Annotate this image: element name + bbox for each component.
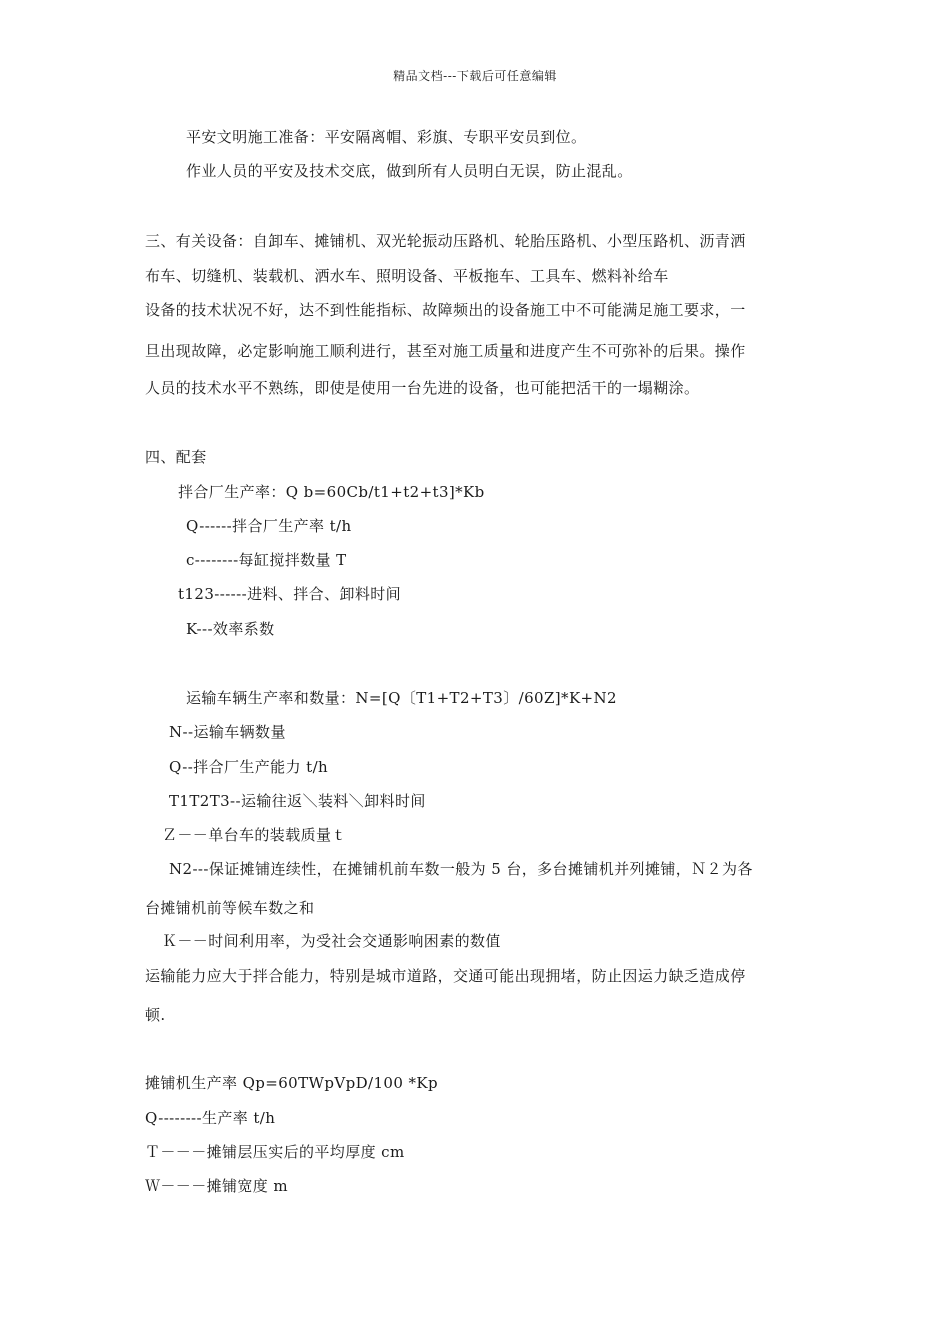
page-header: 精品文档---下载后可任意编辑 — [393, 69, 557, 83]
section-four-heading: 四、配套 — [145, 448, 207, 466]
paragraph-line-transport-capacity-cont: 顿. — [145, 1006, 166, 1024]
formula-transport: 运输车辆生产率和数量：N=[Q〔T1+T2+T3〕/60Z]*K+N2 — [186, 689, 617, 707]
paragraph-line-equipment-status-3: 人员的技术水平不熟练，即使是使用一台先进的设备，也可能把活干的一塌糊涂。 — [145, 379, 700, 397]
formula-def-n2-cont: 台摊铺机前等候车数之和 — [145, 899, 315, 917]
formula-mixing-plant: 拌合厂生产率：Q b=60Cb/t1+t2+t3]*Kb — [178, 483, 485, 501]
formula-def-t1t2t3: T1T2T3--运输往返＼装料＼卸料时间 — [169, 792, 426, 810]
formula-def-k: K---效率系数 — [186, 620, 275, 638]
formula-def-q-paver: Q--------生产率 t/h — [145, 1109, 276, 1127]
formula-def-w-width: Ｗ－－－摊铺宽度 m — [145, 1177, 288, 1195]
formula-def-q: Q------拌合厂生产率 t/h — [186, 517, 352, 535]
paragraph-line-equipment-status-1: 设备的技术状况不好，达不到性能指标、故障频出的设备施工中不可能满足施工要求，一 — [145, 301, 746, 319]
formula-def-t-thickness: Ｔ－－－摊铺层压实后的平均厚度 cm — [145, 1143, 405, 1161]
formula-def-q-capacity: Q--拌合厂生产能力 t/h — [169, 758, 329, 776]
paragraph-line-briefing: 作业人员的平安及技术交底，做到所有人员明白无误，防止混乱。 — [186, 162, 633, 180]
paragraph-line-safety-prep: 平安文明施工准备：平安隔离帽、彩旗、专职平安员到位。 — [186, 128, 587, 146]
section-three-heading: 三、有关设备：自卸车、摊铺机、双光轮振动压路机、轮胎压路机、小型压路机、沥青洒 — [145, 232, 746, 250]
formula-paver: 摊铺机生产率 Qp=60TWpVpD/100 *Kp — [145, 1074, 438, 1092]
paragraph-line-equipment-status-2: 旦出现故障，必定影响施工顺利进行，甚至对施工质量和进度产生不可弥补的后果。操作 — [145, 342, 746, 360]
paragraph-line-transport-capacity: 运输能力应大于拌合能力，特别是城市道路，交通可能出现拥堵，防止因运力缺乏造成停 — [145, 967, 746, 985]
formula-def-n: N--运输车辆数量 — [169, 723, 286, 741]
formula-def-k-time: Ｋ－－时间利用率，为受社会交通影响困素的数值 — [162, 932, 501, 950]
formula-def-n2: N2---保证摊铺连续性，在摊铺机前车数一般为 5 台，多台摊铺机并列摊铺，Ｎ２为各 — [169, 860, 753, 878]
formula-def-t123: t123------进料、拌合、卸料时间 — [178, 585, 402, 603]
paragraph-line-equipment-cont: 布车、切缝机、装载机、洒水车、照明设备、平板拖车、工具车、燃料补给车 — [145, 267, 669, 285]
formula-def-z: Ｚ－－单台车的装载质量ｔ — [162, 826, 347, 844]
formula-def-c: c--------每缸搅拌数量 T — [186, 551, 347, 569]
